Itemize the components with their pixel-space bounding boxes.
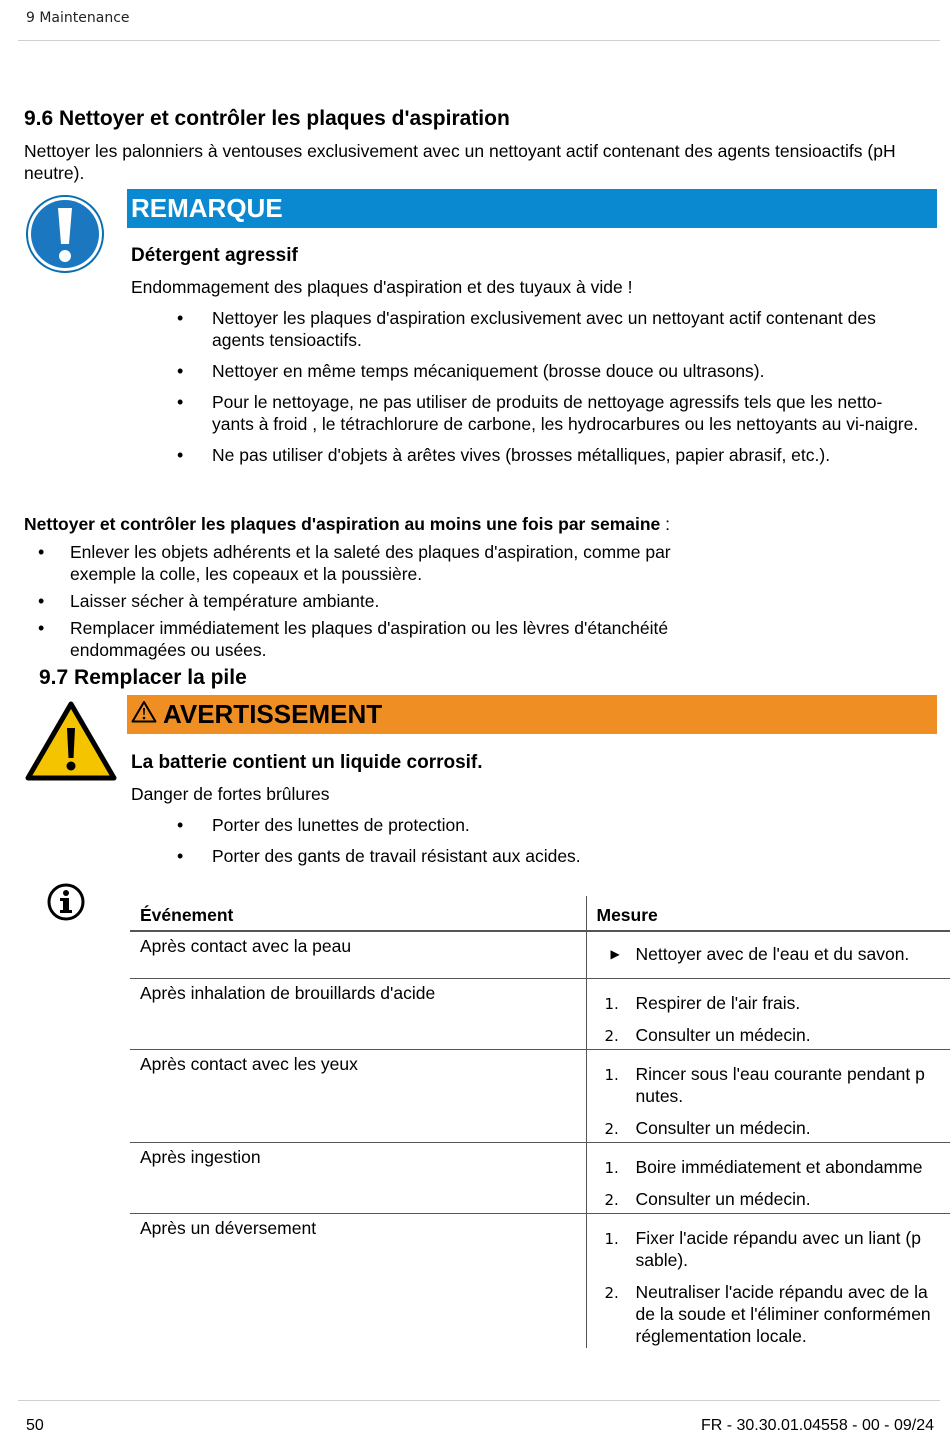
section-title-9-6: 9.6 Nettoyer et contrôler les plaques d'aspiration <box>24 107 510 130</box>
list-item: • Nettoyer en même temps mécaniquement (brosse douce ou ultrasons). <box>177 361 765 381</box>
measure-step: 1. Rincer sous l'eau courante pendant p nutes. <box>604 1063 925 1106</box>
footer-divider <box>18 1400 940 1401</box>
notice-consequence: Endommagement des plaques d'aspiration et des tuyaux à vide ! <box>131 277 633 297</box>
table-row: Après contact avec la peau ▶ Nettoyer avec de l'eau et du savon. <box>130 931 950 978</box>
running-header: 9 Maintenance <box>26 10 130 26</box>
table-row: Après un déversement 1. Fixer l'acide répandu avec un liant (p sable). 2. Neutraliser l'acide répandu avec de la de la soude et l'éliminer conformémen réglementation locale. <box>130 1213 950 1348</box>
measure-step: 2. Neutraliser l'acide répandu avec de la de la soude et l'éliminer conformémen réglementation locale. <box>604 1281 931 1346</box>
table-row: Après ingestion 1. Boire immédiatement et abondamme 2. Consulter un médecin. <box>130 1142 950 1213</box>
header-divider <box>18 40 940 41</box>
column-header-event: Événement <box>130 896 586 931</box>
warning-triangle-icon <box>24 700 118 782</box>
notice-banner: REMARQUE <box>127 189 937 228</box>
weekly-heading: Nettoyer et contrôler les plaques d'aspiration au moins une fois par semaine : <box>24 514 671 534</box>
measure-step: ▶ Nettoyer avec de l'eau et du savon. <box>610 944 910 964</box>
table-row: Après inhalation de brouillards d'acide 1. Respirer de l'air frais. 2. Consulter un médecin. <box>130 978 950 1049</box>
warning-banner: AVERTISSEMENT <box>127 695 937 734</box>
measure-step: 2. Consulter un médecin. <box>604 1188 811 1209</box>
measure-step: 1. Respirer de l'air frais. <box>604 992 801 1013</box>
section-intro: Nettoyer les palonniers à ventouses exclusivement avec un nettoyant actif contenant des agents tensioactifs (pH neutre). <box>24 141 896 183</box>
first-aid-table <box>130 896 950 1348</box>
measure-step: 1. Fixer l'acide répandu avec un liant (p sable). <box>604 1227 921 1270</box>
list-item: • Pour le nettoyage, ne pas utiliser de produits de nettoyage agressifs tels que les netto-yants à froid , le tétrachlorure de carbone, les hydrocarbures ou les nettoyants au vi-naigre. <box>177 392 919 434</box>
measure-step: 1. Boire immédiatement et abondamme <box>604 1156 923 1177</box>
table-row: Après contact avec les yeux 1. Rincer sous l'eau courante pendant p nutes. 2. Consulter un médecin. <box>130 1049 950 1142</box>
list-item: • Enlever les objets adhérents et la saleté des plaques d'aspiration, comme par exemple la colle, les copeaux et la poussière. <box>38 542 671 584</box>
notice-hazard-title: Détergent agressif <box>131 245 298 266</box>
warning-small-icon <box>131 695 157 733</box>
warning-consequence: Danger de fortes brûlures <box>131 784 330 804</box>
document-reference: FR - 30.30.01.04558 - 00 - 09/24 <box>700 1417 934 1434</box>
measure-step: 2. Consulter un médecin. <box>604 1024 811 1045</box>
info-icon <box>46 882 86 922</box>
page-number: 50 <box>26 1417 44 1434</box>
column-header-measure: Mesure <box>586 896 950 931</box>
arrow-right-icon: ▶ <box>610 947 620 961</box>
list-item: • Porter des gants de travail résistant aux acides. <box>177 846 581 866</box>
warning-hazard-title: La batterie contient un liquide corrosif. <box>131 752 483 773</box>
list-item: • Porter des lunettes de protection. <box>177 815 470 835</box>
notice-bullet-list <box>177 307 924 466</box>
section-title-9-7: 9.7 Remplacer la pile <box>39 666 247 689</box>
list-item: • Laisser sécher à température ambiante. <box>38 591 380 611</box>
exclamation-circle-icon <box>25 194 105 274</box>
list-item: • Remplacer immédiatement les plaques d'aspiration ou les lèvres d'étanchéité endommagées ou usées. <box>38 618 669 660</box>
weekly-bullet-list <box>38 541 710 661</box>
list-item: • Ne pas utiliser d'objets à arêtes vives (brosses métalliques, papier abrasif, etc.). <box>177 445 831 465</box>
list-item: • Nettoyer les plaques d'aspiration exclusivement avec un nettoyant actif contenant des agents tensioactifs. <box>177 308 876 350</box>
warning-bullet-list <box>177 814 912 867</box>
measure-step: 2. Consulter un médecin. <box>604 1117 811 1138</box>
